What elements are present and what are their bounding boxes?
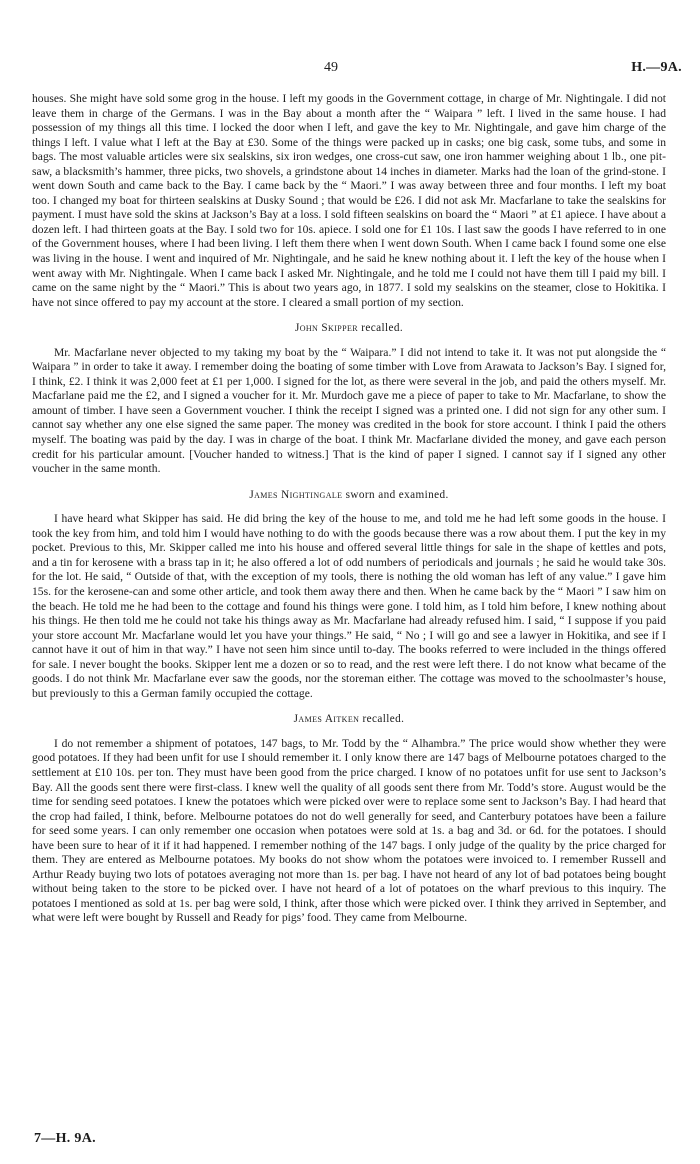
witness-heading-james-nightingale	[32, 488, 666, 503]
witness-status: recalled.	[362, 713, 405, 726]
witness-name: James Nightingale	[249, 488, 343, 501]
witness-status: recalled.	[361, 322, 404, 335]
document-reference: H.—9A.	[631, 60, 682, 75]
witness-heading-john-skipper	[32, 321, 666, 336]
witness-status: sworn and examined.	[345, 488, 449, 501]
witness-heading-james-aitken	[32, 712, 666, 727]
continued-paragraph: houses. She might have sold some grog in the house. I left my goods in the Government cottage, in charge of Mr. Nightingale. I did not leave them in charge of the Germans. I was in the Bay about a month after the “ Waipara ” left. I lived in the same house. I had possession of my things all this time. I locked the door when I left, and gave the key to Mr. Nightingale, and gave him charge of the things I left. I value what I left at the Bay at £30. Some of the things were packed up in casks; one big cask, some tubs, and some in bags. The most valuable articles were six sealskins, six iron wedges, one cross-cut saw, one iron hammer weighing about 1 lb., one pit-saw, a blacksmith’s hammer, three picks, two shovels, a grindstone about 14 inches in diameter. Marks had the loan of the grind-stone. I went down South and came back to the Bay. I came back by the “ Maori.” I was away between three and four months. I left my boat too. I changed my boat for thirteen sealskins at Dusky Sound ; that would be £26. I did not ask Mr. Macfarlane to take the sealskins for payment. I must have sold the skins at Jackson’s Bay at a loss. I sold fifteen sealskins on board the “ Maori ” at £1 apiece. I have about a dozen left. I had thirteen goats at the Bay. I sold two for 10s. apiece. I sold one for £1 10s. I last saw the goods I have referred to in one of the Government houses, where I had been living. I left them there when I went down South. When I came back I found some one else was living in the house. I went and inquired of Mr. Nightingale, and he said he knew nothing about it. I left the key of the house when I went away with Mr. Nightingale. When I came back I asked Mr. Nightingale, and he told me I could not have them till I paid my bill. I came on the same night by the “ Maori.” This is about two years ago, in 1877. I sold my sealskins on the steamer, close to Hokitika. I have not since offered to pay my account at the store. I cleared a small portion of my section.	[32, 92, 666, 309]
witness-name: James Aitken	[293, 713, 360, 726]
testimony-paragraph: I have heard what Skipper has said. He did bring the key of the house to me, and told me he had left some goods in the house. I took the key from him, and told him I would have nothing to do with the goods because there was a row about them. I put the key in my pocket. Previous to this, Mr. Skipper called me into his house and offered several little things for sale in the shape of kettles and pots, and a tin for kerosene with a brass tap in it; he also offered a lot of odd numbers of periodicals and journals ; he said he would take 30s. for the lot. He said, “ Outside of that, with the exception of my tools, there is nothing the old woman has left of any value.” I gave him 15s. for the kerosene-can and some other article, and took them away there and then. When he came back by the “ Maori ” I saw him on the beach. He told me he had been to the cottage and found his things were gone. I told him, as I told him before, I knew nothing about his things. He then told me he could not take his things away as Mr. Macfarlane had already refused him. I said, “ I suppose if you paid your store account Mr. Macfarlane would let you have your things.” He said, “ No ; I will go and see a lawyer in Hokitika, and see if I cannot have it out of him in that way.” I have not seen him since until to-day. The books referred to were included in the things offered for sale. I never bought the books. Skipper lent me a dozen or so to read, and the rest were left there. I do not know what became of the goods. I do not think Mr. Macfarlane ever saw the goods, nor the storeman either. The cottage was moved to the schoolmaster’s house, but previously to this a German family occupied the cottage.	[32, 512, 666, 700]
page-number: 49	[324, 60, 338, 75]
document-body	[32, 92, 666, 926]
testimony-paragraph: I do not remember a shipment of potatoes, 147 bags, to Mr. Todd by the “ Alhambra.” The price would show whether they were good potatoes. If they had been unfit for use I should remember it. I only know there are 147 bags of Melbourne potatoes charged to the settlement at £10 10s. per ton. They must have been good from the price charged. I know of no potatoes unfit for use sent to Jackson’s Bay. All the goods sent there were first-class. I knew well the quality of all goods sent there from Mr. Todd’s store. August would be the time for sending seed potatoes. I knew the potatoes which were picked over were to replace some sent to Jackson’s Bay. I had heard that the crop had failed, I think, before. Melbourne potatoes do not do well generally for seed, and Canterbury potatoes have been a failure for seed some years. I can only remember one occasion when potatoes were sold at 1s. a bag and 3d. or 6d. for the potatoes. I should have been sure to hear of it if it had happened. I remember nothing of the 147 bags. I only judge of the quality by the price charged for them. They are entered as Melbourne potatoes. My books do not show whom the potatoes were invoiced to. I remember Russell and Arthur Ready buying two lots of potatoes averaging not more than 1s. per bag. I have not heard of any lot of bad potatoes being bought without being taken to the store to be picked over. I have not heard of a lot of potatoes on the wharf previous to this inquiry. The potatoes I mentioned as sold at 1s. per bag were sold, I think, after those which were picked over. I think they arrived in September, and what were left were bought by Russell and Ready for pigs’ food. They came from Melbourne.	[32, 736, 666, 925]
testimony-paragraph: Mr. Macfarlane never objected to my taking my boat by the “ Waipara.” I did not intend to take it. It was not put alongside the “ Waipara ” in order to take it away. I remember doing the boating of some timber with Love from Arawata to Jackson’s Bay. I signed for, I think, £2. I think it was 2,000 feet at £1 per 1,000. I signed for the lot, as there were several in the job, and paid the others myself. Mr. Macfarlane paid me the £2, and I signed a voucher for it. Mr. Murdoch gave me a piece of paper to take to Mr. Macfarlane, to show the amount of timber. I have seen a Government voucher. I think the receipt I signed was a printed one. I did not sign for any other sum. I cannot say whether any one else signed the same paper. The money was credited in the book for store account. I think I paid the others myself. The boating was paid by the day. I was in charge of the boat. I think Mr. Macfarlane divided the money, and gave each person credit for his particular amount. [Voucher handed to witness.] That is the kind of paper I signed. I cannot say if I signed any other voucher in the same month.	[32, 345, 666, 476]
printer-signature-mark: 7—H. 9A.	[34, 1131, 96, 1146]
witness-name: John Skipper	[294, 322, 359, 335]
